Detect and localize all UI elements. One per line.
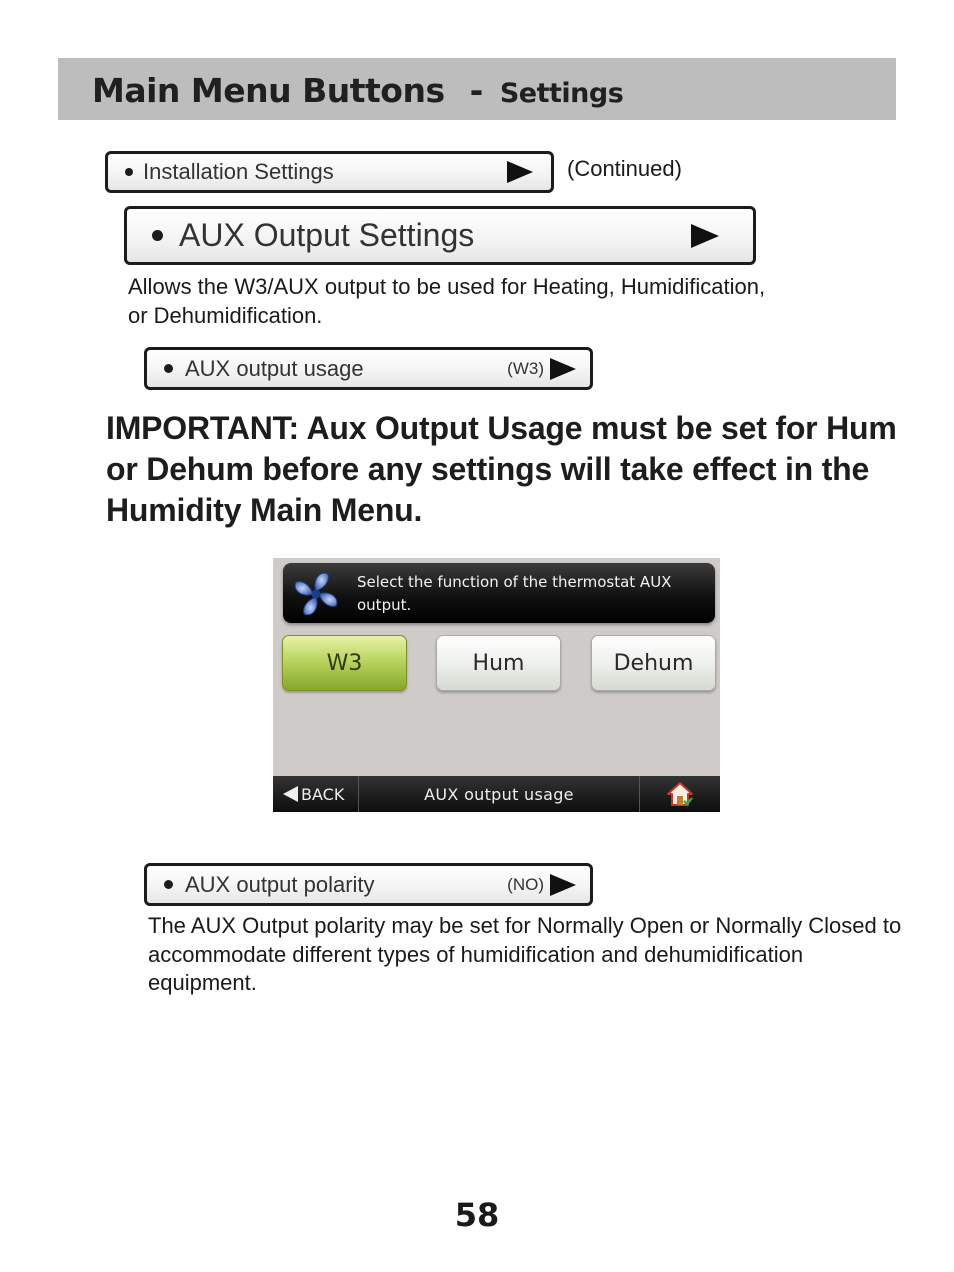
fan-icon — [289, 567, 343, 621]
back-label: BACK — [301, 784, 345, 804]
bullet-icon — [152, 230, 163, 241]
screen-title: AUX output usage — [359, 776, 640, 812]
bullet-icon — [164, 364, 173, 373]
aux-output-usage-label: AUX output usage — [185, 355, 364, 381]
aux-polarity-description: The AUX Output polarity may be set for Normally Open or Normally Closed to accommodate different types of humidification and dehumidification equipment. — [148, 913, 902, 995]
hum-option-button[interactable]: Hum — [436, 635, 561, 691]
header-subtitle: Settings — [499, 78, 624, 109]
continued-note: (Continued) — [567, 156, 682, 181]
aux-settings-description: Allows the W3/AUX output to be used for Heating, Humidification, or Dehumidification. — [128, 274, 766, 328]
thermostat-screen — [273, 558, 720, 812]
message-bar — [283, 563, 715, 623]
screen-bottom-bar — [273, 776, 720, 812]
header-title: Main Menu Buttons — [92, 71, 445, 110]
aux-output-settings-label: AUX Output Settings — [179, 217, 475, 253]
screen-message: Select the function of the thermostat AUX output. — [357, 573, 672, 614]
page-number: 58 — [454, 1196, 500, 1234]
home-icon — [666, 781, 694, 807]
header-separator: - — [469, 71, 483, 110]
home-button[interactable] — [640, 776, 720, 812]
play-arrow-icon — [550, 874, 576, 896]
play-arrow-icon — [550, 358, 576, 380]
bullet-icon — [125, 168, 133, 176]
bullet-icon — [164, 880, 173, 889]
aux-output-usage-button[interactable] — [144, 347, 593, 390]
aux-output-polarity-button[interactable] — [144, 863, 593, 906]
important-note: IMPORTANT: Aux Output Usage must be set for Hum or Dehum before any settings will take effect in the Humidity Main Menu. — [106, 410, 897, 528]
aux-output-polarity-value: (NO) — [507, 874, 544, 894]
w3-option-button[interactable]: W3 — [282, 635, 407, 691]
installation-settings-label: Installation Settings — [143, 159, 334, 184]
page-title — [92, 71, 623, 110]
aux-output-usage-value: (W3) — [507, 358, 544, 378]
aux-output-polarity-label: AUX output polarity — [185, 871, 375, 897]
play-arrow-icon — [691, 224, 719, 248]
dehum-option-button[interactable]: Dehum — [591, 635, 716, 691]
back-button[interactable] — [273, 776, 359, 812]
aux-output-settings-button[interactable] — [124, 206, 756, 265]
installation-settings-button[interactable] — [105, 151, 554, 193]
back-arrow-icon — [283, 786, 298, 802]
play-arrow-icon — [507, 161, 533, 183]
section-header — [58, 58, 896, 120]
